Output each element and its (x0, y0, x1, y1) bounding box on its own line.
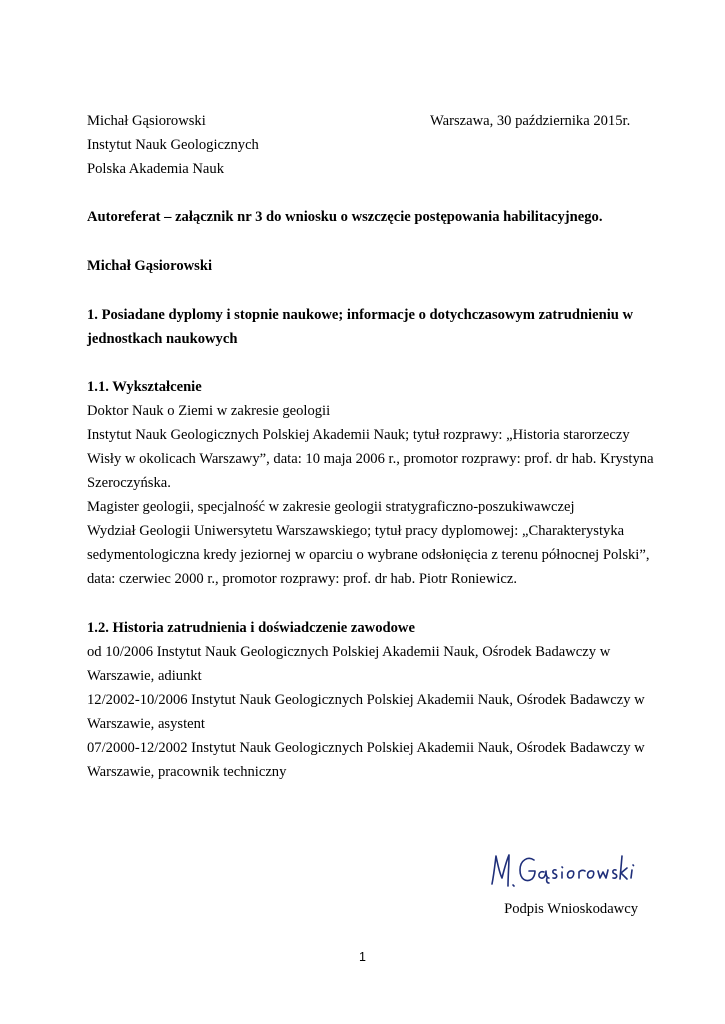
page-number: 1 (359, 950, 366, 964)
institute-name: Instytut Nauk Geologicznych (87, 137, 259, 153)
section-1-heading-line-1: 1. Posiadane dyplomy i stopnie naukowe; informacje o dotychczasowym zatrudnieniu w (87, 307, 634, 323)
employment-line: 07/2000-12/2002 Instytut Nauk Geologicznych Polskiej Akademii Nauk, Ośrodek Badawczy w (87, 740, 645, 756)
employment-line: Warszawie, asystent (87, 716, 205, 732)
handwritten-signature (486, 848, 636, 894)
education-line: sedymentologiczna kredy jeziornej w oparciu o wybrane odsłonięcia z terenu północnej Polski”, (87, 547, 650, 563)
employment-line: Warszawie, pracownik techniczny (87, 764, 287, 780)
education-line: Magister geologii, specjalność w zakresie geologii stratygraficzno-poszukiwawczej (87, 499, 575, 515)
place-and-date: Warszawa, 30 października 2015r. (430, 113, 631, 129)
education-line: Wydział Geologii Uniwersytetu Warszawskiego; tytuł pracy dyplomowej: „Charakterystyka (87, 523, 625, 539)
education-line: Szeroczyńska. (87, 475, 171, 491)
employment-line: Warszawie, adiunkt (87, 668, 202, 684)
section-1-heading-line-2: jednostkach naukowych (87, 331, 238, 347)
section-1-1-heading: 1.1. Wykształcenie (87, 379, 202, 395)
author-name: Michał Gąsiorowski (87, 113, 206, 129)
name-heading: Michał Gąsiorowski (87, 258, 213, 274)
education-line: data: czerwiec 2000 r., promotor rozprawy: prof. dr hab. Piotr Roniewicz. (87, 571, 517, 587)
employment-line: 12/2002-10/2006 Instytut Nauk Geologicznych Polskiej Akademii Nauk, Ośrodek Badawczy w (87, 692, 645, 708)
education-line: Instytut Nauk Geologicznych Polskiej Akademii Nauk; tytuł rozprawy: „Historia starorzeczy (87, 427, 630, 443)
employment-line: od 10/2006 Instytut Nauk Geologicznych Polskiej Akademii Nauk, Ośrodek Badawczy w (87, 644, 611, 660)
section-1-2-heading: 1.2. Historia zatrudnienia i doświadczenie zawodowe (87, 620, 415, 636)
education-line: Wisły w okolicach Warszawy”, data: 10 maja 2006 r., promotor rozprawy: prof. dr hab. Krystyna (87, 451, 654, 467)
academy-name: Polska Akademia Nauk (87, 161, 224, 177)
document-title: Autoreferat – załącznik nr 3 do wniosku o wszczęcie postępowania habilitacyjnego. (87, 209, 603, 225)
education-line: Doktor Nauk o Ziemi w zakresie geologii (87, 403, 331, 419)
signature-caption: Podpis Wnioskodawcy (504, 901, 638, 917)
